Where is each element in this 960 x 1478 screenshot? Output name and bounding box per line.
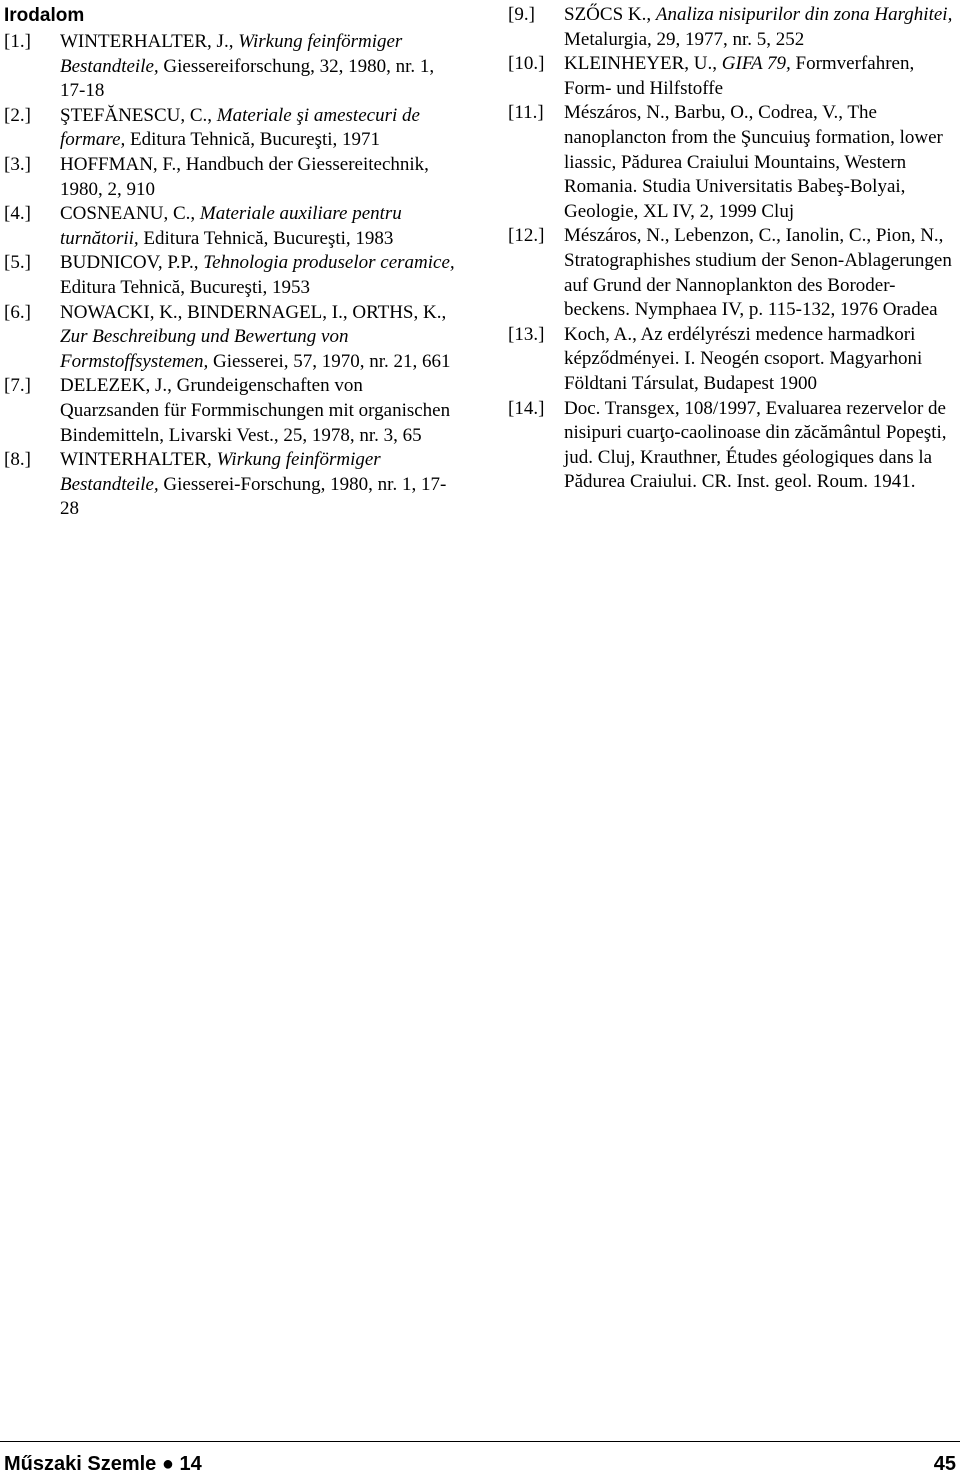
reference-item xyxy=(4,153,464,202)
footer-divider xyxy=(0,1441,960,1442)
reference-list-left xyxy=(4,30,464,522)
reference-number: [8.] xyxy=(4,449,31,471)
section-heading: Irodalom xyxy=(4,5,85,26)
reference-source: Metalurgia, 29, 1977, nr. 5, 252 xyxy=(564,28,805,50)
issue-number: 14 xyxy=(179,1453,202,1475)
page-number: 45 xyxy=(933,1453,956,1475)
reference-source: Formverfahren, Form- und Hilfstoffe xyxy=(564,53,915,99)
left-column xyxy=(4,0,464,522)
reference-text xyxy=(564,3,956,52)
reference-title: Materiale şi amestecuri de formare, xyxy=(60,104,420,151)
reference-authors: Mészáros, N., Barbu, O., Codrea, V., The nanoplancton from the Şuncuiuş formation, lower liassic, Pădurea Craiului Mountains, Western Romania. Studia Universitatis Babeş-Bolyai, Geologie, XL IV, 2, 1999 Cluj xyxy=(564,102,943,222)
reference-title: Tehnologia produselor ceramice, xyxy=(203,252,455,274)
reference-text xyxy=(564,52,956,101)
reference-item xyxy=(4,30,464,104)
reference-number: [10.] xyxy=(508,53,545,75)
reference-number: [13.] xyxy=(508,323,545,345)
reference-title: Zur Beschreibung und Bewertung von Formstoffsystemen, xyxy=(60,326,349,372)
reference-authors: BUDNICOV, P.P., xyxy=(60,252,204,274)
right-column xyxy=(508,3,956,495)
reference-authors: NOWACKI, K., BINDERNAGEL, I., ORTHS, K., xyxy=(60,301,447,323)
reference-number: [9.] xyxy=(508,4,535,25)
reference-item xyxy=(508,224,956,322)
reference-authors: SZŐCS K., xyxy=(564,4,656,25)
reference-authors: HOFFMAN, F., Handbuch der Giessereitechnik, 1980, 2, 910 xyxy=(60,153,429,200)
reference-text xyxy=(564,224,956,322)
reference-text xyxy=(60,104,464,153)
reference-text xyxy=(564,101,956,224)
journal-name: Műszaki Szemle xyxy=(4,1453,157,1475)
reference-number: [11.] xyxy=(508,102,544,124)
reference-authors: KLEINHEYER, U., xyxy=(564,53,722,75)
footer-journal-info xyxy=(4,1453,202,1476)
reference-text xyxy=(60,374,464,448)
reference-item xyxy=(508,397,956,495)
reference-number: [7.] xyxy=(4,375,31,397)
reference-authors: COSNEANU, C., xyxy=(60,203,200,225)
reference-source: Editura Tehnică, Bucureşti, 1971 xyxy=(125,129,381,151)
reference-item xyxy=(508,101,956,224)
reference-item xyxy=(4,202,464,251)
reference-number: [6.] xyxy=(4,301,31,323)
reference-number: [14.] xyxy=(508,397,545,419)
reference-text xyxy=(60,448,464,522)
reference-source: Giesserei-Forschung, 1980, nr. 1, 17-28 xyxy=(60,473,447,520)
reference-source: Giesserei, 57, 1970, nr. 21, 661 xyxy=(208,350,451,372)
reference-number: [12.] xyxy=(508,225,545,247)
reference-list-right xyxy=(508,3,956,495)
reference-source: Editura Tehnică, Bucureşti, 1983 xyxy=(138,227,394,249)
reference-authors: WINTERHALTER, J., xyxy=(60,31,239,52)
reference-authors: Doc. Transgex, 108/1997, Evaluarea rezervelor de nisipuri cuarţo-caolinoase din zăcământul Popeşti, jud. Cluj, Krauthner, Études géologiques dans la Pădurea Craiului. CR. Inst. geol. Roum. 1941. xyxy=(564,397,947,493)
reference-title: Materiale auxiliare pentru turnătorii, xyxy=(60,203,402,249)
reference-item xyxy=(4,374,464,448)
reference-text xyxy=(60,30,464,104)
reference-source: Editura Tehnică, Bucureşti, 1953 xyxy=(60,276,311,298)
reference-text xyxy=(60,251,464,300)
reference-item xyxy=(508,3,956,52)
reference-authors: ŞTEFĂNESCU, C., xyxy=(60,104,217,126)
reference-text xyxy=(60,153,464,202)
bullet-separator: ● xyxy=(161,1453,174,1475)
reference-text xyxy=(60,202,464,251)
reference-number: [2.] xyxy=(4,104,31,126)
reference-title: Wirkung feinförmiger Bestandteile, xyxy=(60,31,403,77)
reference-authors: DELEZEK, J., Grundeigenschaften von Quarzsanden für Formmischungen mit organischen Bindemitteln, Livarski Vest., 25, 1978, nr. 3, 65 xyxy=(60,375,451,446)
reference-title: Wirkung feinförmiger Bestandteile, xyxy=(60,449,381,495)
reference-item xyxy=(508,323,956,397)
reference-item xyxy=(4,104,464,153)
reference-item xyxy=(4,448,464,522)
reference-title: Analiza nisipurilor din zona Harghitei, xyxy=(655,4,953,25)
reference-text xyxy=(60,301,464,375)
reference-number: [3.] xyxy=(4,153,31,175)
reference-authors: Koch, A., Az erdélyrészi medence harmadkori képződményei. I. Neogén csoport. Magyarhoni Földtani Társulat, Budapest 1900 xyxy=(564,323,923,394)
reference-number: [4.] xyxy=(4,203,31,225)
reference-text xyxy=(564,323,956,397)
reference-source: Giessereiforschung, 32, 1980, nr. 1, 17-18 xyxy=(60,55,435,102)
reference-number: [1.] xyxy=(4,31,31,52)
reference-item xyxy=(4,251,464,300)
reference-authors: Mészáros, N., Lebenzon, C., Ianolin, C., Pion, N., Stratographishes studium der Senon-Ablagerungen auf Grund der Nannoplankton des Boroder-beckens. Nymphaea IV, p. 115-132, 1976 Oradea xyxy=(564,225,952,321)
reference-text xyxy=(564,397,956,495)
page-footer xyxy=(0,1453,960,1477)
reference-number: [5.] xyxy=(4,252,31,274)
reference-item xyxy=(4,301,464,375)
reference-item xyxy=(508,52,956,101)
reference-authors: WINTERHALTER, xyxy=(60,449,217,471)
reference-title: GIFA 79, xyxy=(721,53,791,75)
